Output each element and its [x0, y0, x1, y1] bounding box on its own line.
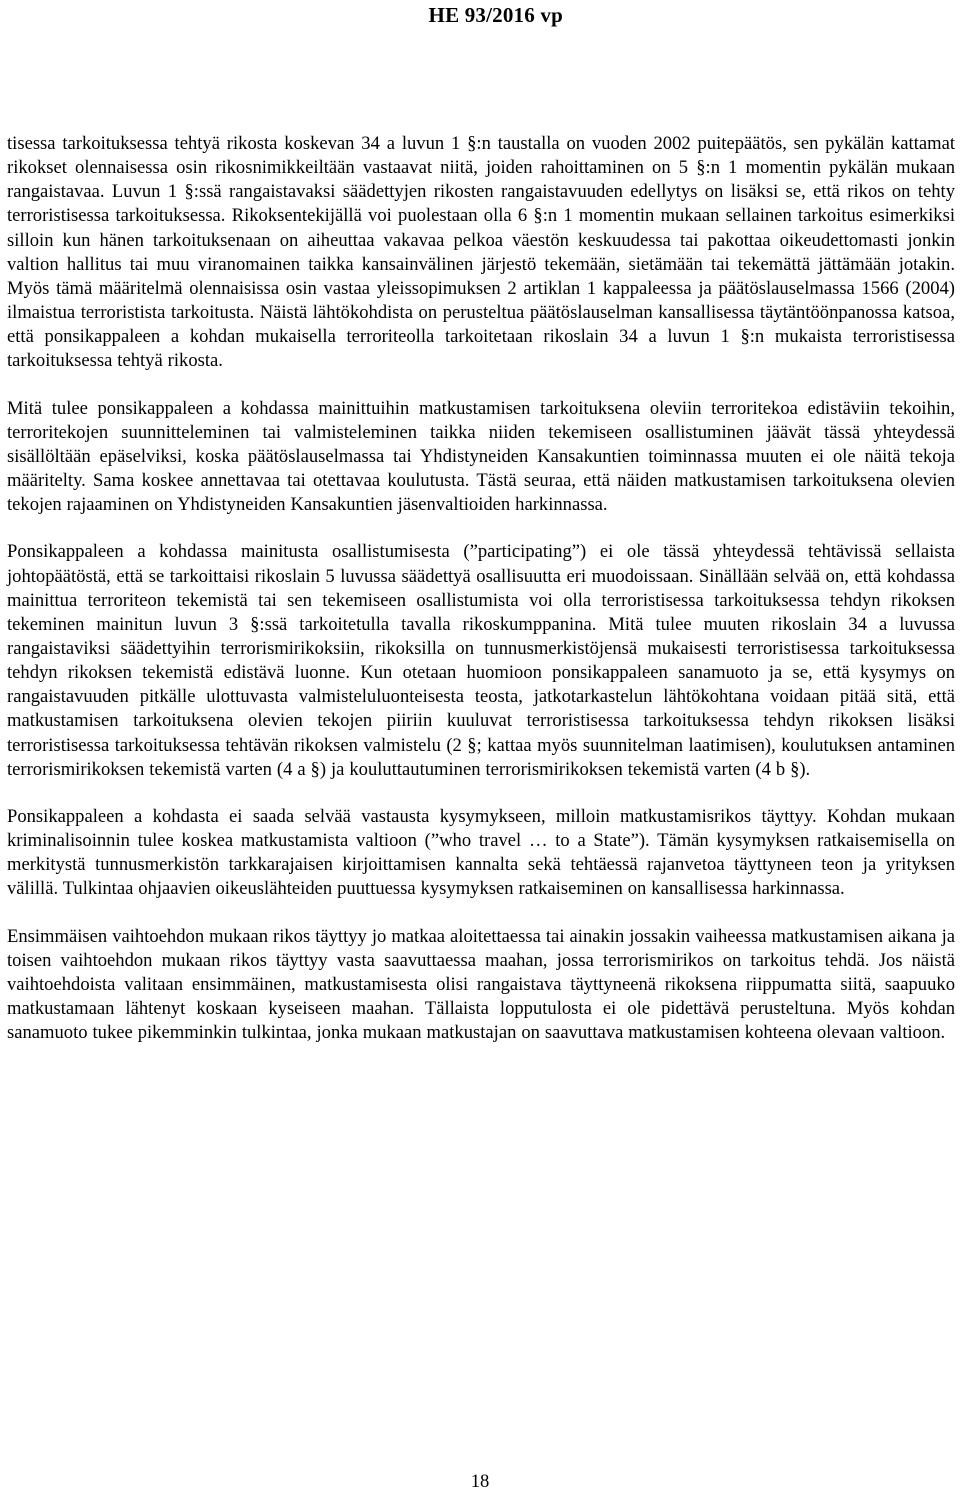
page-number: 18 [470, 1471, 490, 1492]
paragraph: Ponsikappaleen a kohdassa mainitusta osallistumisesta (”participating”) ei ole tässä yhteydessä tehtävissä sellaista johtopäätöstä, että se tarkoittaisi rikoslain 5 luvussa säädettyä osallisuutta eri muodoissaan. Sinällään selvää on, että kohdassa mainittua terroriteon tekemistä tai sen tekemiseen osallistumista voi olla terroristisessa tarkoituksessa tehdyn rikoksen tekeminen mainitun luvun 3 §:ssä tarkoitetulla tavalla rikoskumppanina. Mitä tulee muuten rikoslain 34 a luvussa rangaistaviksi säädettyihin terrorismirikoksiin, rikoksilla on tunnusmerkistöjensä mukaisesti terroristisessa tarkoituksessa tehdyn rikoksen tekemistä edistävä luonne. Kun otetaan huomioon ponsikappaleen sanamuoto ja se, että kysymys on rangaistavuuden pitkälle ulottuvasta valmisteluluonteisesta teosta, jatkotarkastelun lähtökohtana voidaan pitää sitä, että matkustamisen tarkoituksena olevien tekojen piiriin kuuluvat terroristisessa tarkoituksessa tehdyn rikoksen lisäksi terroristisessa tarkoituksessa tehtävän rikoksen valmistelu (2 §; kattaa myös suunnitelman laatimisen), koulutuksen antaminen terrorismirikoksen tekemistä varten (4 a §) ja kouluttautuminen terrorismirikoksen tekemistä varten (4 b §). [7, 541, 955, 780]
paragraph: tisessa tarkoituksessa tehtyä rikosta koskevan 34 a luvun 1 §:n taustalla on vuoden 2002 puitepäätös, sen pykälän kattamat rikokset olennaisessa osin rikosnimikkeiltään vastaavat niitä, joiden rahoittaminen on 5 §:n 1 momentin pykälän mukaan rangaistavaa. Luvun 1 §:ssä rangaistavaksi säädettyjen rikosten rangaistavuuden edellytys on lisäksi se, että rikos on tehty terroristisessa tarkoituksessa. Rikoksentekijällä voi puolestaan olla 6 §:n 1 momentin mukaan sellainen tarkoitus esimerkiksi silloin kun hänen tarkoituksenaan on aiheuttaa vakavaa pelkoa väestön keskuudessa tai pakottaa oikeudettomasti jonkin valtion hallitus tai muu viranomainen taikka kansainvälinen järjestö tekemään, sietämään tai tekemättä jättämään jotakin. Myös tämä määritelmä olennaisissa osin vastaa yleissopimuksen 2 artiklan 1 kappaleessa ja päätöslauselmassa 1566 (2004) ilmaistua terroristista tarkoitusta. Näistä lähtökohdista on perusteltua päätöslauselman kansallisessa täytäntöönpanossa katsoa, että ponsikappaleen a kohdan mukaisella terroriteolla tarkoitetaan rikoslain 34 a luvun 1 §:n mukaista terroristisessa tarkoituksessa tehtyä rikosta. [7, 133, 955, 372]
document-header: HE 93/2016 vp [428, 3, 563, 27]
paragraph: Ponsikappaleen a kohdasta ei saada selvää vastausta kysymykseen, milloin matkustamisrikos täyttyy. Kohdan mukaan kriminalisoinnin tulee koskea matkustamista valtioon (”who travel … to a State”). Tämän kysymyksen ratkaisemisella on merkitystä tunnusmerkistön tarkkarajaisen kirjoittamisen kannalta sekä tehtäessä rajanvetoa täyttyneen teon ja yrityksen välillä. Tulkintaa ohjaavien oikeuslähteiden puuttuessa kysymyksen ratkaiseminen on kansallisessa harkinnassa. [7, 805, 955, 900]
paragraph: Ensimmäisen vaihtoehdon mukaan rikos täyttyy jo matkaa aloitettaessa tai ainakin jossakin vaiheessa matkustamisen aikana ja toisen vaihtoehdon mukaan rikos täyttyy vasta saavuttaessa maahan, jossa terrorismirikos on tarkoitus tehdä. Jos näistä vaihtoehdoista valitaan ensimmäinen, matkustamisesta olisi rangaistava täyttyneenä rikoksena riippumatta siitä, saapuuko matkustamaan lähtenyt koskaan kyseiseen maahan. Tällaista lopputulosta ei ole pidettävä perusteltuna. Myös kohdan sanamuoto tukee pikemminkin tulkintaa, jonka mukaan matkustajan on saavuttava matkustamisen kohteena olevaan valtioon. [7, 925, 955, 1044]
document-body [7, 132, 955, 1045]
paragraph: Mitä tulee ponsikappaleen a kohdassa mainittuihin matkustamisen tarkoituksena oleviin terroritekoa edistäviin tekoihin, terroritekojen suunnitteleminen tai valmisteleminen taikka niiden tekemiseen osallistuminen jäävät tässä yhteydessä sisällöltään epäselviksi, koska päätöslauselmassa tai Yhdistyneiden Kansakuntien toiminnassa muuten ei ole näitä tekoja määritelty. Sama koskee annettavaa tai otettavaa koulutusta. Tästä seuraa, että näiden matkustamisen tarkoituksena olevien tekojen rajaaminen on Yhdistyneiden Kansakuntien jäsenvaltioiden harkinnassa. [7, 397, 955, 516]
